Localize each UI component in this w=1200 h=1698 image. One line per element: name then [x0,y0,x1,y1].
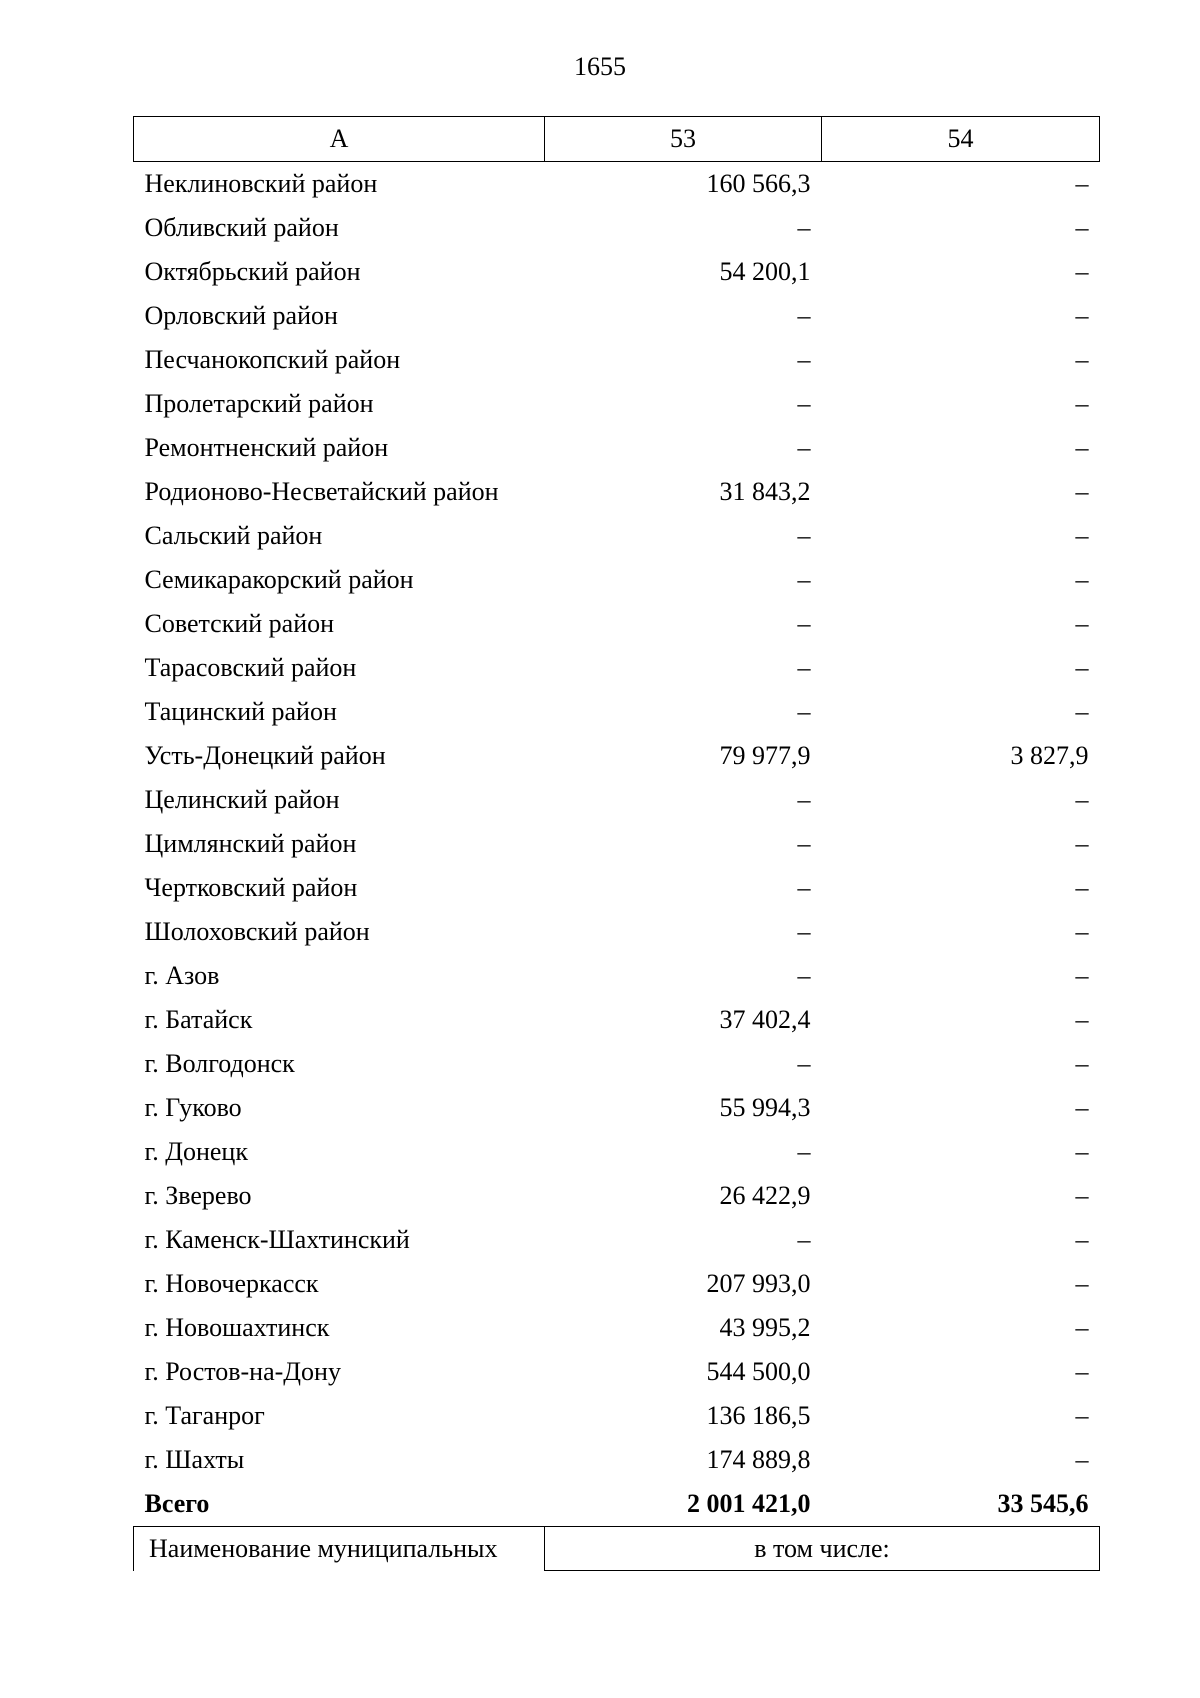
row-name: Ремонтненский район [144,433,389,462]
total-row [134,1482,1100,1527]
table-row [134,1438,1100,1482]
table-row [134,338,1100,382]
row-value-53: – [797,1137,811,1166]
row-value-53: – [797,961,811,990]
table-row [134,558,1100,602]
row-name: Песчанокопский район [144,345,401,374]
row-value-53: – [797,785,811,814]
row-name: г. Шахты [144,1445,245,1474]
table-row [134,734,1100,778]
table-row [134,1130,1100,1174]
row-name: Усть-Донецкий район [144,741,386,770]
row-name: Тацинский район [144,697,337,726]
continued-header-name: Наименование муниципальных [134,1527,545,1571]
row-value-53: 207 993,0 [706,1269,811,1298]
row-value-53: 43 995,2 [719,1313,811,1342]
column-header-54: 54 [822,117,1100,162]
table-row [134,602,1100,646]
table-header [134,117,1100,162]
row-value-54: – [1075,1049,1089,1078]
row-value-53: – [797,653,811,682]
continued-table-header [134,1527,1100,1571]
row-value-54: – [1075,1225,1089,1254]
row-value-53: – [797,829,811,858]
row-value-54: – [1075,1137,1089,1166]
budget-table [133,116,1100,1571]
row-value-54: – [1075,1401,1089,1430]
row-value-53: – [797,565,811,594]
table-row [134,998,1100,1042]
row-value-54: – [1075,433,1089,462]
row-name: г. Ростов-на-Дону [144,1357,341,1386]
row-name: г. Зверево [144,1181,252,1210]
row-value-53: 31 843,2 [719,477,811,506]
row-value-54: – [1075,961,1089,990]
row-value-54: – [1075,521,1089,550]
table-row [134,206,1100,250]
row-value-53: 79 977,9 [719,741,811,770]
row-value-54: – [1075,917,1089,946]
table-row [134,1350,1100,1394]
row-value-53: – [797,609,811,638]
row-value-53: – [797,301,811,330]
row-value-53: 26 422,9 [719,1181,811,1210]
row-value-54: – [1075,1313,1089,1342]
row-name: Обливский район [144,213,339,242]
table-row [134,1306,1100,1350]
row-name: Неклиновский район [144,169,378,198]
row-value-54: – [1075,1357,1089,1386]
total-value-54: 33 545,6 [997,1489,1089,1518]
table-row [134,426,1100,470]
row-value-53: – [797,433,811,462]
row-value-54: – [1075,213,1089,242]
row-name: г. Волгодонск [144,1049,295,1078]
table-row [134,1218,1100,1262]
row-value-54: – [1075,257,1089,286]
table-row [134,1086,1100,1130]
column-header-53: 53 [545,117,822,162]
row-name: Семикаракорский район [144,565,414,594]
row-value-53: 174 889,8 [706,1445,811,1474]
row-name: г. Новочеркасск [144,1269,319,1298]
total-value-53: 2 001 421,0 [687,1489,811,1518]
row-value-53: – [797,521,811,550]
row-value-54: – [1075,301,1089,330]
row-name: Чертковский район [144,873,358,902]
table-row [134,910,1100,954]
table-row [134,646,1100,690]
row-name: г. Батайск [144,1005,253,1034]
table-row [134,1394,1100,1438]
row-value-54: – [1075,169,1089,198]
table-row [134,514,1100,558]
row-value-53: – [797,345,811,374]
row-value-53: 160 566,3 [706,169,811,198]
row-value-54: – [1075,1005,1089,1034]
row-name: г. Таганрог [144,1401,265,1430]
table-row [134,470,1100,514]
row-value-54: – [1075,829,1089,858]
row-value-53: – [797,1049,811,1078]
row-value-53: 54 200,1 [719,257,811,286]
row-value-54: – [1075,1445,1089,1474]
row-name: г. Азов [144,961,220,990]
row-value-53: 37 402,4 [719,1005,811,1034]
row-value-54: – [1075,389,1089,418]
table-row [134,382,1100,426]
row-name: Шолоховский район [144,917,370,946]
row-name: Сальский район [144,521,323,550]
table-row [134,162,1100,207]
continued-header-subheader: в том числе: [545,1527,1100,1571]
row-name: Октябрьский район [144,257,361,286]
table-row [134,866,1100,910]
row-value-54: – [1075,653,1089,682]
row-name: Целинский район [144,785,340,814]
row-name: Пролетарский район [144,389,374,418]
table-row [134,954,1100,998]
row-name: г. Каменск-Шахтинский [144,1225,410,1254]
row-name: г. Гуково [144,1093,242,1122]
row-value-53: – [797,389,811,418]
table-body [134,162,1100,1527]
row-value-54: – [1075,873,1089,902]
row-value-53: – [797,213,811,242]
row-value-54: – [1075,345,1089,374]
row-value-53: – [797,1225,811,1254]
row-value-53: – [797,697,811,726]
row-name: г. Новошахтинск [144,1313,330,1342]
total-label: Всего [144,1489,210,1518]
column-header-name: А [134,117,545,162]
table-row [134,250,1100,294]
table-row [134,1042,1100,1086]
row-value-54: – [1075,1269,1089,1298]
page-number: 1655 [574,52,626,81]
row-name: Цимлянский район [144,829,357,858]
row-value-53: 544 500,0 [706,1357,811,1386]
row-value-54: 3 827,9 [1010,741,1089,770]
row-value-53: – [797,873,811,902]
row-value-54: – [1075,697,1089,726]
row-name: Орловский район [144,301,338,330]
row-name: г. Донецк [144,1137,248,1166]
table-row [134,690,1100,734]
row-value-54: – [1075,1181,1089,1210]
table-row [134,1174,1100,1218]
row-value-53: 136 186,5 [706,1401,811,1430]
row-name: Тарасовский район [144,653,357,682]
row-name: Советский район [144,609,335,638]
row-value-54: – [1075,565,1089,594]
row-value-54: – [1075,609,1089,638]
row-value-53: – [797,917,811,946]
row-value-54: – [1075,477,1089,506]
row-value-53: 55 994,3 [719,1093,811,1122]
row-value-54: – [1075,785,1089,814]
row-name: Родионово-Несветайский район [144,477,499,506]
table-row [134,778,1100,822]
table-row [134,294,1100,338]
table-row [134,822,1100,866]
row-value-54: – [1075,1093,1089,1122]
table-row [134,1262,1100,1306]
